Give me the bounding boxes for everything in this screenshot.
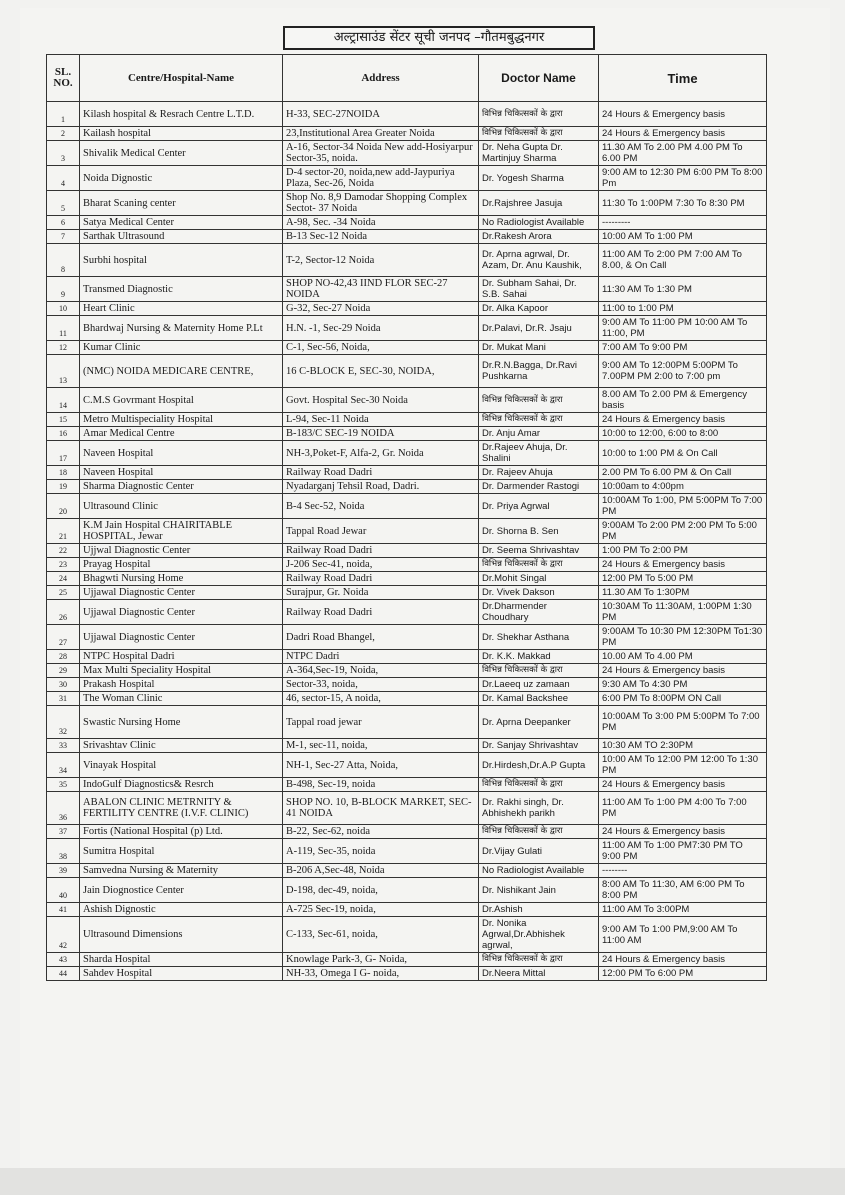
cell-centre: Heart Clinic — [80, 302, 283, 316]
cell-sl: 31 — [47, 692, 80, 706]
cell-centre: Naveen Hospital — [80, 466, 283, 480]
cell-time: 11:30 To 1:00PM 7:30 To 8:30 PM — [599, 191, 767, 216]
cell-time: 8.00 AM To 2.00 PM & Emergency basis — [599, 388, 767, 413]
cell-sl: 26 — [47, 600, 80, 625]
cell-address: Tappal Road Jewar — [283, 519, 479, 544]
table-row — [47, 302, 767, 316]
cell-sl: 1 — [47, 102, 80, 127]
table-row — [47, 692, 767, 706]
cell-address: NH-1, Sec-27 Atta, Noida, — [283, 753, 479, 778]
cell-doctor: No Radiologist Available — [479, 216, 599, 230]
cell-doctor: विभिन्न चिकित्सकों के द्वारा — [479, 558, 599, 572]
table-row — [47, 494, 767, 519]
cell-doctor: Dr. Mukat Mani — [479, 341, 599, 355]
header-address: Address — [283, 55, 479, 102]
cell-sl: 37 — [47, 825, 80, 839]
cell-centre: Ujjawal Diagnostic Center — [80, 600, 283, 625]
cell-address: Railway Road Dadri — [283, 600, 479, 625]
cell-time: 12:00 PM To 5:00 PM — [599, 572, 767, 586]
cell-centre: The Woman Clinic — [80, 692, 283, 706]
cell-sl: 12 — [47, 341, 80, 355]
cell-sl: 34 — [47, 753, 80, 778]
cell-doctor: Dr. Neha Gupta Dr. Martinjuy Sharma — [479, 141, 599, 166]
cell-doctor: Dr.Dharmender Choudhary — [479, 600, 599, 625]
ultrasound-centre-table — [46, 54, 767, 981]
cell-centre: Kumar Clinic — [80, 341, 283, 355]
cell-sl: 11 — [47, 316, 80, 341]
cell-doctor: Dr. Aprna agrwal, Dr. Azam, Dr. Anu Kaushik, — [479, 244, 599, 277]
cell-sl: 4 — [47, 166, 80, 191]
cell-sl: 19 — [47, 480, 80, 494]
table-row — [47, 388, 767, 413]
cell-centre: NTPC Hospital Dadri — [80, 650, 283, 664]
table-row — [47, 903, 767, 917]
cell-centre: Max Multi Speciality Hospital — [80, 664, 283, 678]
cell-sl: 40 — [47, 878, 80, 903]
cell-time: 24 Hours & Emergency basis — [599, 778, 767, 792]
cell-sl: 10 — [47, 302, 80, 316]
cell-address: C-1, Sec-56, Noida, — [283, 341, 479, 355]
cell-sl: 7 — [47, 230, 80, 244]
cell-centre: Surbhi hospital — [80, 244, 283, 277]
cell-doctor: विभिन्न चिकित्सकों के द्वारा — [479, 664, 599, 678]
table-row — [47, 778, 767, 792]
cell-doctor: Dr.Palavi, Dr.R. Jsaju — [479, 316, 599, 341]
cell-address: A-364,Sec-19, Noida, — [283, 664, 479, 678]
cell-doctor: Dr. Darmender Rastogi — [479, 480, 599, 494]
table-row — [47, 102, 767, 127]
cell-doctor: Dr.Mohit Singal — [479, 572, 599, 586]
table-row — [47, 413, 767, 427]
cell-sl: 21 — [47, 519, 80, 544]
cell-time: 10:00am to 4:00pm — [599, 480, 767, 494]
cell-sl: 36 — [47, 792, 80, 825]
cell-address: M-1, sec-11, noida, — [283, 739, 479, 753]
cell-doctor: विभिन्न चिकित्सकों के द्वारा — [479, 388, 599, 413]
cell-address: Sector-33, noida, — [283, 678, 479, 692]
cell-address: Railway Road Dadri — [283, 544, 479, 558]
cell-doctor: Dr.Rajeev Ahuja, Dr. Shalini — [479, 441, 599, 466]
cell-doctor: Dr. Seema Shrivashtav — [479, 544, 599, 558]
cell-sl: 38 — [47, 839, 80, 864]
cell-address: B-13 Sec-12 Noida — [283, 230, 479, 244]
cell-sl: 43 — [47, 953, 80, 967]
cell-address: Shop No. 8,9 Damodar Shopping Complex Sectot- 37 Noida — [283, 191, 479, 216]
cell-doctor: विभिन्न चिकित्सकों के द्वारा — [479, 127, 599, 141]
cell-time: 9:00 AM To 1:00 PM,9:00 AM To 11:00 AM — [599, 917, 767, 953]
table-row — [47, 277, 767, 302]
cell-doctor: Dr. Sanjay Shrivashtav — [479, 739, 599, 753]
cell-doctor: Dr. Nishikant Jain — [479, 878, 599, 903]
table-row — [47, 127, 767, 141]
table-row — [47, 664, 767, 678]
cell-sl: 13 — [47, 355, 80, 388]
cell-time: 11:00 AM To 3:00PM — [599, 903, 767, 917]
cell-centre: Jain Diognostice Center — [80, 878, 283, 903]
cell-sl: 15 — [47, 413, 80, 427]
cell-time: 11:00 to 1:00 PM — [599, 302, 767, 316]
cell-doctor: Dr. Shorna B. Sen — [479, 519, 599, 544]
document-title: अल्ट्रासाउंड सेंटर सूची जनपद –गौतमबुद्धनगर — [283, 26, 595, 50]
cell-centre: Kailash hospital — [80, 127, 283, 141]
table-body — [47, 102, 767, 981]
cell-time: 9:30 AM To 4:30 PM — [599, 678, 767, 692]
cell-doctor: Dr.R.N.Bagga, Dr.Ravi Pushkarna — [479, 355, 599, 388]
cell-address: Govt. Hospital Sec-30 Noida — [283, 388, 479, 413]
table-row — [47, 316, 767, 341]
cell-time: -------- — [599, 864, 767, 878]
cell-doctor: Dr. Aprna Deepanker — [479, 706, 599, 739]
table-row — [47, 967, 767, 981]
cell-doctor: Dr. Kamal Backshee — [479, 692, 599, 706]
cell-centre: Kilash hospital & Resrach Centre L.T.D. — [80, 102, 283, 127]
cell-doctor: Dr. Alka Kapoor — [479, 302, 599, 316]
cell-address: H.N. -1, Sec-29 Noida — [283, 316, 479, 341]
cell-address: 16 C-BLOCK E, SEC-30, NOIDA, — [283, 355, 479, 388]
cell-address: G-32, Sec-27 Noida — [283, 302, 479, 316]
cell-time: 11.30 AM To 2.00 PM 4.00 PM To 6.00 PM — [599, 141, 767, 166]
cell-address: Dadri Road Bhangel, — [283, 625, 479, 650]
table-row — [47, 355, 767, 388]
cell-address: NH-3,Poket-F, Alfa-2, Gr. Noida — [283, 441, 479, 466]
cell-address: A-98, Sec. -34 Noida — [283, 216, 479, 230]
cell-address: C-133, Sec-61, noida, — [283, 917, 479, 953]
cell-centre: K.M Jain Hospital CHAIRITABLE HOSPITAL, Jewar — [80, 519, 283, 544]
cell-address: SHOP NO. 10, B-BLOCK MARKET, SEC-41 NOIDA — [283, 792, 479, 825]
cell-address: NH-33, Omega I G- noida, — [283, 967, 479, 981]
cell-centre: Metro Multispeciality Hospital — [80, 413, 283, 427]
cell-sl: 42 — [47, 917, 80, 953]
cell-address: D-198, dec-49, noida, — [283, 878, 479, 903]
cell-time: 11:00 AM To 2:00 PM 7:00 AM To 8.00, & On Call — [599, 244, 767, 277]
table-row — [47, 706, 767, 739]
cell-doctor: Dr. Anju Amar — [479, 427, 599, 441]
cell-sl: 28 — [47, 650, 80, 664]
cell-time: 10:00AM To 1:00, PM 5:00PM To 7:00 PM — [599, 494, 767, 519]
cell-doctor: Dr. Shekhar Asthana — [479, 625, 599, 650]
cell-doctor: Dr. Subham Sahai, Dr. S.B. Sahai — [479, 277, 599, 302]
cell-time: 9:00 AM To 12:00PM 5:00PM To 7.00PM PM 2:00 to 7:00 pm — [599, 355, 767, 388]
cell-address: Nyadarganj Tehsil Road, Dadri. — [283, 480, 479, 494]
cell-centre: Fortis (National Hospital (p) Ltd. — [80, 825, 283, 839]
table-row — [47, 544, 767, 558]
cell-time: 10:00 AM To 1:00 PM — [599, 230, 767, 244]
cell-centre: Noida Dignostic — [80, 166, 283, 191]
cell-address: NTPC Dadri — [283, 650, 479, 664]
cell-address: A-16, Sector-34 Noida New add-Hosiyarpur Sector-35, noida. — [283, 141, 479, 166]
cell-centre: Srivashtav Clinic — [80, 739, 283, 753]
cell-sl: 39 — [47, 864, 80, 878]
cell-time: 1:00 PM To 2:00 PM — [599, 544, 767, 558]
cell-centre: Sharma Diagnostic Center — [80, 480, 283, 494]
table-row — [47, 953, 767, 967]
cell-sl: 5 — [47, 191, 80, 216]
cell-sl: 33 — [47, 739, 80, 753]
cell-centre: Prakash Hospital — [80, 678, 283, 692]
cell-centre: Sumitra Hospital — [80, 839, 283, 864]
cell-sl: 2 — [47, 127, 80, 141]
cell-sl: 17 — [47, 441, 80, 466]
cell-centre: Ultrasound Clinic — [80, 494, 283, 519]
cell-address: L-94, Sec-11 Noida — [283, 413, 479, 427]
cell-centre: Satya Medical Center — [80, 216, 283, 230]
cell-address: SHOP NO-42,43 IIND FLOR SEC-27 NOIDA — [283, 277, 479, 302]
cell-sl: 24 — [47, 572, 80, 586]
cell-address: H-33, SEC-27NOIDA — [283, 102, 479, 127]
cell-centre: Ultrasound Dimensions — [80, 917, 283, 953]
table-row — [47, 466, 767, 480]
cell-centre: Transmed Diagnostic — [80, 277, 283, 302]
cell-time: 9:00AM To 2:00 PM 2:00 PM To 5:00 PM — [599, 519, 767, 544]
table-row — [47, 586, 767, 600]
cell-sl: 22 — [47, 544, 80, 558]
cell-address: Railway Road Dadri — [283, 466, 479, 480]
cell-centre: Shivalik Medical Center — [80, 141, 283, 166]
cell-sl: 8 — [47, 244, 80, 277]
cell-address: Surajpur, Gr. Noida — [283, 586, 479, 600]
cell-time: 11:00 AM To 1:00 PM7:30 PM TO 9:00 PM — [599, 839, 767, 864]
cell-sl: 44 — [47, 967, 80, 981]
cell-centre: Bhagwti Nursing Home — [80, 572, 283, 586]
cell-time: 11:00 AM To 1:00 PM 4:00 To 7:00 PM — [599, 792, 767, 825]
cell-doctor: Dr. Vivek Dakson — [479, 586, 599, 600]
cell-address: Railway Road Dadri — [283, 572, 479, 586]
table-row — [47, 572, 767, 586]
cell-doctor: Dr. Rajeev Ahuja — [479, 466, 599, 480]
table-row — [47, 341, 767, 355]
cell-time: 10.00 AM To 4.00 PM — [599, 650, 767, 664]
table-row — [47, 864, 767, 878]
cell-time: 10:30 AM TO 2:30PM — [599, 739, 767, 753]
cell-address: 46, sector-15, A noida, — [283, 692, 479, 706]
cell-address: A-119, Sec-35, noida — [283, 839, 479, 864]
cell-time: 9:00 AM To 11:00 PM 10:00 AM To 11:00, PM — [599, 316, 767, 341]
cell-address: T-2, Sector-12 Noida — [283, 244, 479, 277]
cell-sl: 6 — [47, 216, 80, 230]
table-row — [47, 650, 767, 664]
header-doctor-name: Doctor Name — [479, 55, 599, 102]
table-row — [47, 519, 767, 544]
table-row — [47, 441, 767, 466]
header-centre-name: Centre/Hospital-Name — [80, 55, 283, 102]
cell-time: 7:00 AM To 9:00 PM — [599, 341, 767, 355]
cell-doctor: Dr.Laeeq uz zamaan — [479, 678, 599, 692]
cell-doctor: Dr.Rajshree Jasuja — [479, 191, 599, 216]
cell-centre: Prayag Hospital — [80, 558, 283, 572]
cell-sl: 27 — [47, 625, 80, 650]
table-row — [47, 230, 767, 244]
cell-time: 11.30 AM To 1:30PM — [599, 586, 767, 600]
table-row — [47, 427, 767, 441]
table-row — [47, 739, 767, 753]
table-row — [47, 825, 767, 839]
header-sl-no: SL. NO. — [47, 55, 80, 102]
page-bottom-edge — [0, 1168, 845, 1195]
cell-time: 24 Hours & Emergency basis — [599, 558, 767, 572]
cell-sl: 41 — [47, 903, 80, 917]
cell-centre: Samvedna Nursing & Maternity — [80, 864, 283, 878]
cell-centre: IndoGulf Diagnostics& Resrch — [80, 778, 283, 792]
cell-sl: 25 — [47, 586, 80, 600]
cell-sl: 20 — [47, 494, 80, 519]
cell-time: 24 Hours & Emergency basis — [599, 102, 767, 127]
table-row — [47, 753, 767, 778]
cell-centre: Sarthak Ultrasound — [80, 230, 283, 244]
cell-doctor: Dr. Priya Agrwal — [479, 494, 599, 519]
cell-time: 24 Hours & Emergency basis — [599, 664, 767, 678]
cell-doctor: Dr.Ashish — [479, 903, 599, 917]
cell-centre: Bharat Scaning center — [80, 191, 283, 216]
cell-centre: Naveen Hospital — [80, 441, 283, 466]
header-time: Time — [599, 55, 767, 102]
table-row — [47, 600, 767, 625]
cell-time: 24 Hours & Emergency basis — [599, 953, 767, 967]
cell-sl: 23 — [47, 558, 80, 572]
cell-address: J-206 Sec-41, noida, — [283, 558, 479, 572]
cell-time: 9:00 AM to 12:30 PM 6:00 PM To 8:00 Pm — [599, 166, 767, 191]
table-row — [47, 216, 767, 230]
cell-time: 24 Hours & Emergency basis — [599, 825, 767, 839]
cell-time: 24 Hours & Emergency basis — [599, 413, 767, 427]
cell-address: Knowlage Park-3, G- Noida, — [283, 953, 479, 967]
cell-address: B-183/C SEC-19 NOIDA — [283, 427, 479, 441]
cell-time: 10:30AM To 11:30AM, 1:00PM 1:30 PM — [599, 600, 767, 625]
cell-address: D-4 sector-20, noida,new add-Jaypuriya Plaza, Sec-26, Noida — [283, 166, 479, 191]
table-row — [47, 166, 767, 191]
table-row — [47, 191, 767, 216]
cell-sl: 16 — [47, 427, 80, 441]
cell-address: Tappal road jewar — [283, 706, 479, 739]
table-row — [47, 792, 767, 825]
cell-centre: Sahdev Hospital — [80, 967, 283, 981]
cell-centre: C.M.S Govrmant Hospital — [80, 388, 283, 413]
cell-centre: Ujjwal Diagnostic Center — [80, 544, 283, 558]
cell-centre: Bhardwaj Nursing & Maternity Home P.Lt — [80, 316, 283, 341]
table-row — [47, 480, 767, 494]
cell-centre: (NMC) NOIDA MEDICARE CENTRE, — [80, 355, 283, 388]
cell-time: 11:30 AM To 1:30 PM — [599, 277, 767, 302]
cell-address: B-4 Sec-52, Noida — [283, 494, 479, 519]
cell-time: 9:00AM To 10:30 PM 12:30PM To1:30 PM — [599, 625, 767, 650]
cell-sl: 9 — [47, 277, 80, 302]
cell-sl: 32 — [47, 706, 80, 739]
table-row — [47, 625, 767, 650]
cell-centre: Sharda Hospital — [80, 953, 283, 967]
cell-time: 10:00AM To 3:00 PM 5:00PM To 7:00 PM — [599, 706, 767, 739]
cell-doctor: Dr.Hirdesh,Dr.A.P Gupta — [479, 753, 599, 778]
cell-doctor: Dr. Rakhi singh, Dr. Abhishekh parikh — [479, 792, 599, 825]
table-row — [47, 244, 767, 277]
cell-centre: Ujjawal Diagnostic Center — [80, 625, 283, 650]
cell-address: A-725 Sec-19, noida, — [283, 903, 479, 917]
table-row — [47, 558, 767, 572]
cell-doctor: Dr. Nonika Agrwal,Dr.Abhishek agrwal, — [479, 917, 599, 953]
cell-centre: Amar Medical Centre — [80, 427, 283, 441]
cell-time: 10:00 to 1:00 PM & On Call — [599, 441, 767, 466]
cell-address: B-22, Sec-62, noida — [283, 825, 479, 839]
cell-centre: Vinayak Hospital — [80, 753, 283, 778]
cell-doctor: विभिन्न चिकित्सकों के द्वारा — [479, 413, 599, 427]
cell-doctor: विभिन्न चिकित्सकों के द्वारा — [479, 778, 599, 792]
cell-time: 10:00 to 12:00, 6:00 to 8:00 — [599, 427, 767, 441]
cell-time: 8:00 AM To 11:30, AM 6:00 PM To 8:00 PM — [599, 878, 767, 903]
table-row — [47, 917, 767, 953]
cell-sl: 30 — [47, 678, 80, 692]
cell-time: 2.00 PM To 6.00 PM & On Call — [599, 466, 767, 480]
cell-time: --------- — [599, 216, 767, 230]
table-row — [47, 878, 767, 903]
cell-doctor: विभिन्न चिकित्सकों के द्वारा — [479, 953, 599, 967]
cell-doctor: विभिन्न चिकित्सकों के द्वारा — [479, 825, 599, 839]
table-row — [47, 678, 767, 692]
cell-time: 24 Hours & Emergency basis — [599, 127, 767, 141]
table-row — [47, 839, 767, 864]
cell-centre: Swastic Nursing Home — [80, 706, 283, 739]
cell-sl: 3 — [47, 141, 80, 166]
cell-sl: 14 — [47, 388, 80, 413]
cell-doctor: Dr. Yogesh Sharma — [479, 166, 599, 191]
cell-doctor: Dr.Vijay Gulati — [479, 839, 599, 864]
cell-centre: ABALON CLINIC METRNITY & FERTILITY CENTRE (I.V.F. CLINIC) — [80, 792, 283, 825]
cell-centre: Ashish Dignostic — [80, 903, 283, 917]
cell-address: B-206 A,Sec-48, Noida — [283, 864, 479, 878]
cell-centre: Ujjawal Diagnostic Center — [80, 586, 283, 600]
cell-sl: 18 — [47, 466, 80, 480]
cell-address: 23,Institutional Area Greater Noida — [283, 127, 479, 141]
cell-address: B-498, Sec-19, noida — [283, 778, 479, 792]
cell-doctor: Dr.Rakesh Arora — [479, 230, 599, 244]
cell-sl: 35 — [47, 778, 80, 792]
table-row — [47, 141, 767, 166]
cell-doctor: विभिन्न चिकित्सकों के द्वारा — [479, 102, 599, 127]
cell-time: 12:00 PM To 6:00 PM — [599, 967, 767, 981]
cell-doctor: No Radiologist Available — [479, 864, 599, 878]
cell-doctor: Dr.Neera Mittal — [479, 967, 599, 981]
cell-time: 10:00 AM To 12:00 PM 12:00 To 1:30 PM — [599, 753, 767, 778]
cell-time: 6:00 PM To 8:00PM ON Call — [599, 692, 767, 706]
table-header-row — [47, 55, 767, 102]
cell-doctor: Dr. K.K. Makkad — [479, 650, 599, 664]
cell-sl: 29 — [47, 664, 80, 678]
